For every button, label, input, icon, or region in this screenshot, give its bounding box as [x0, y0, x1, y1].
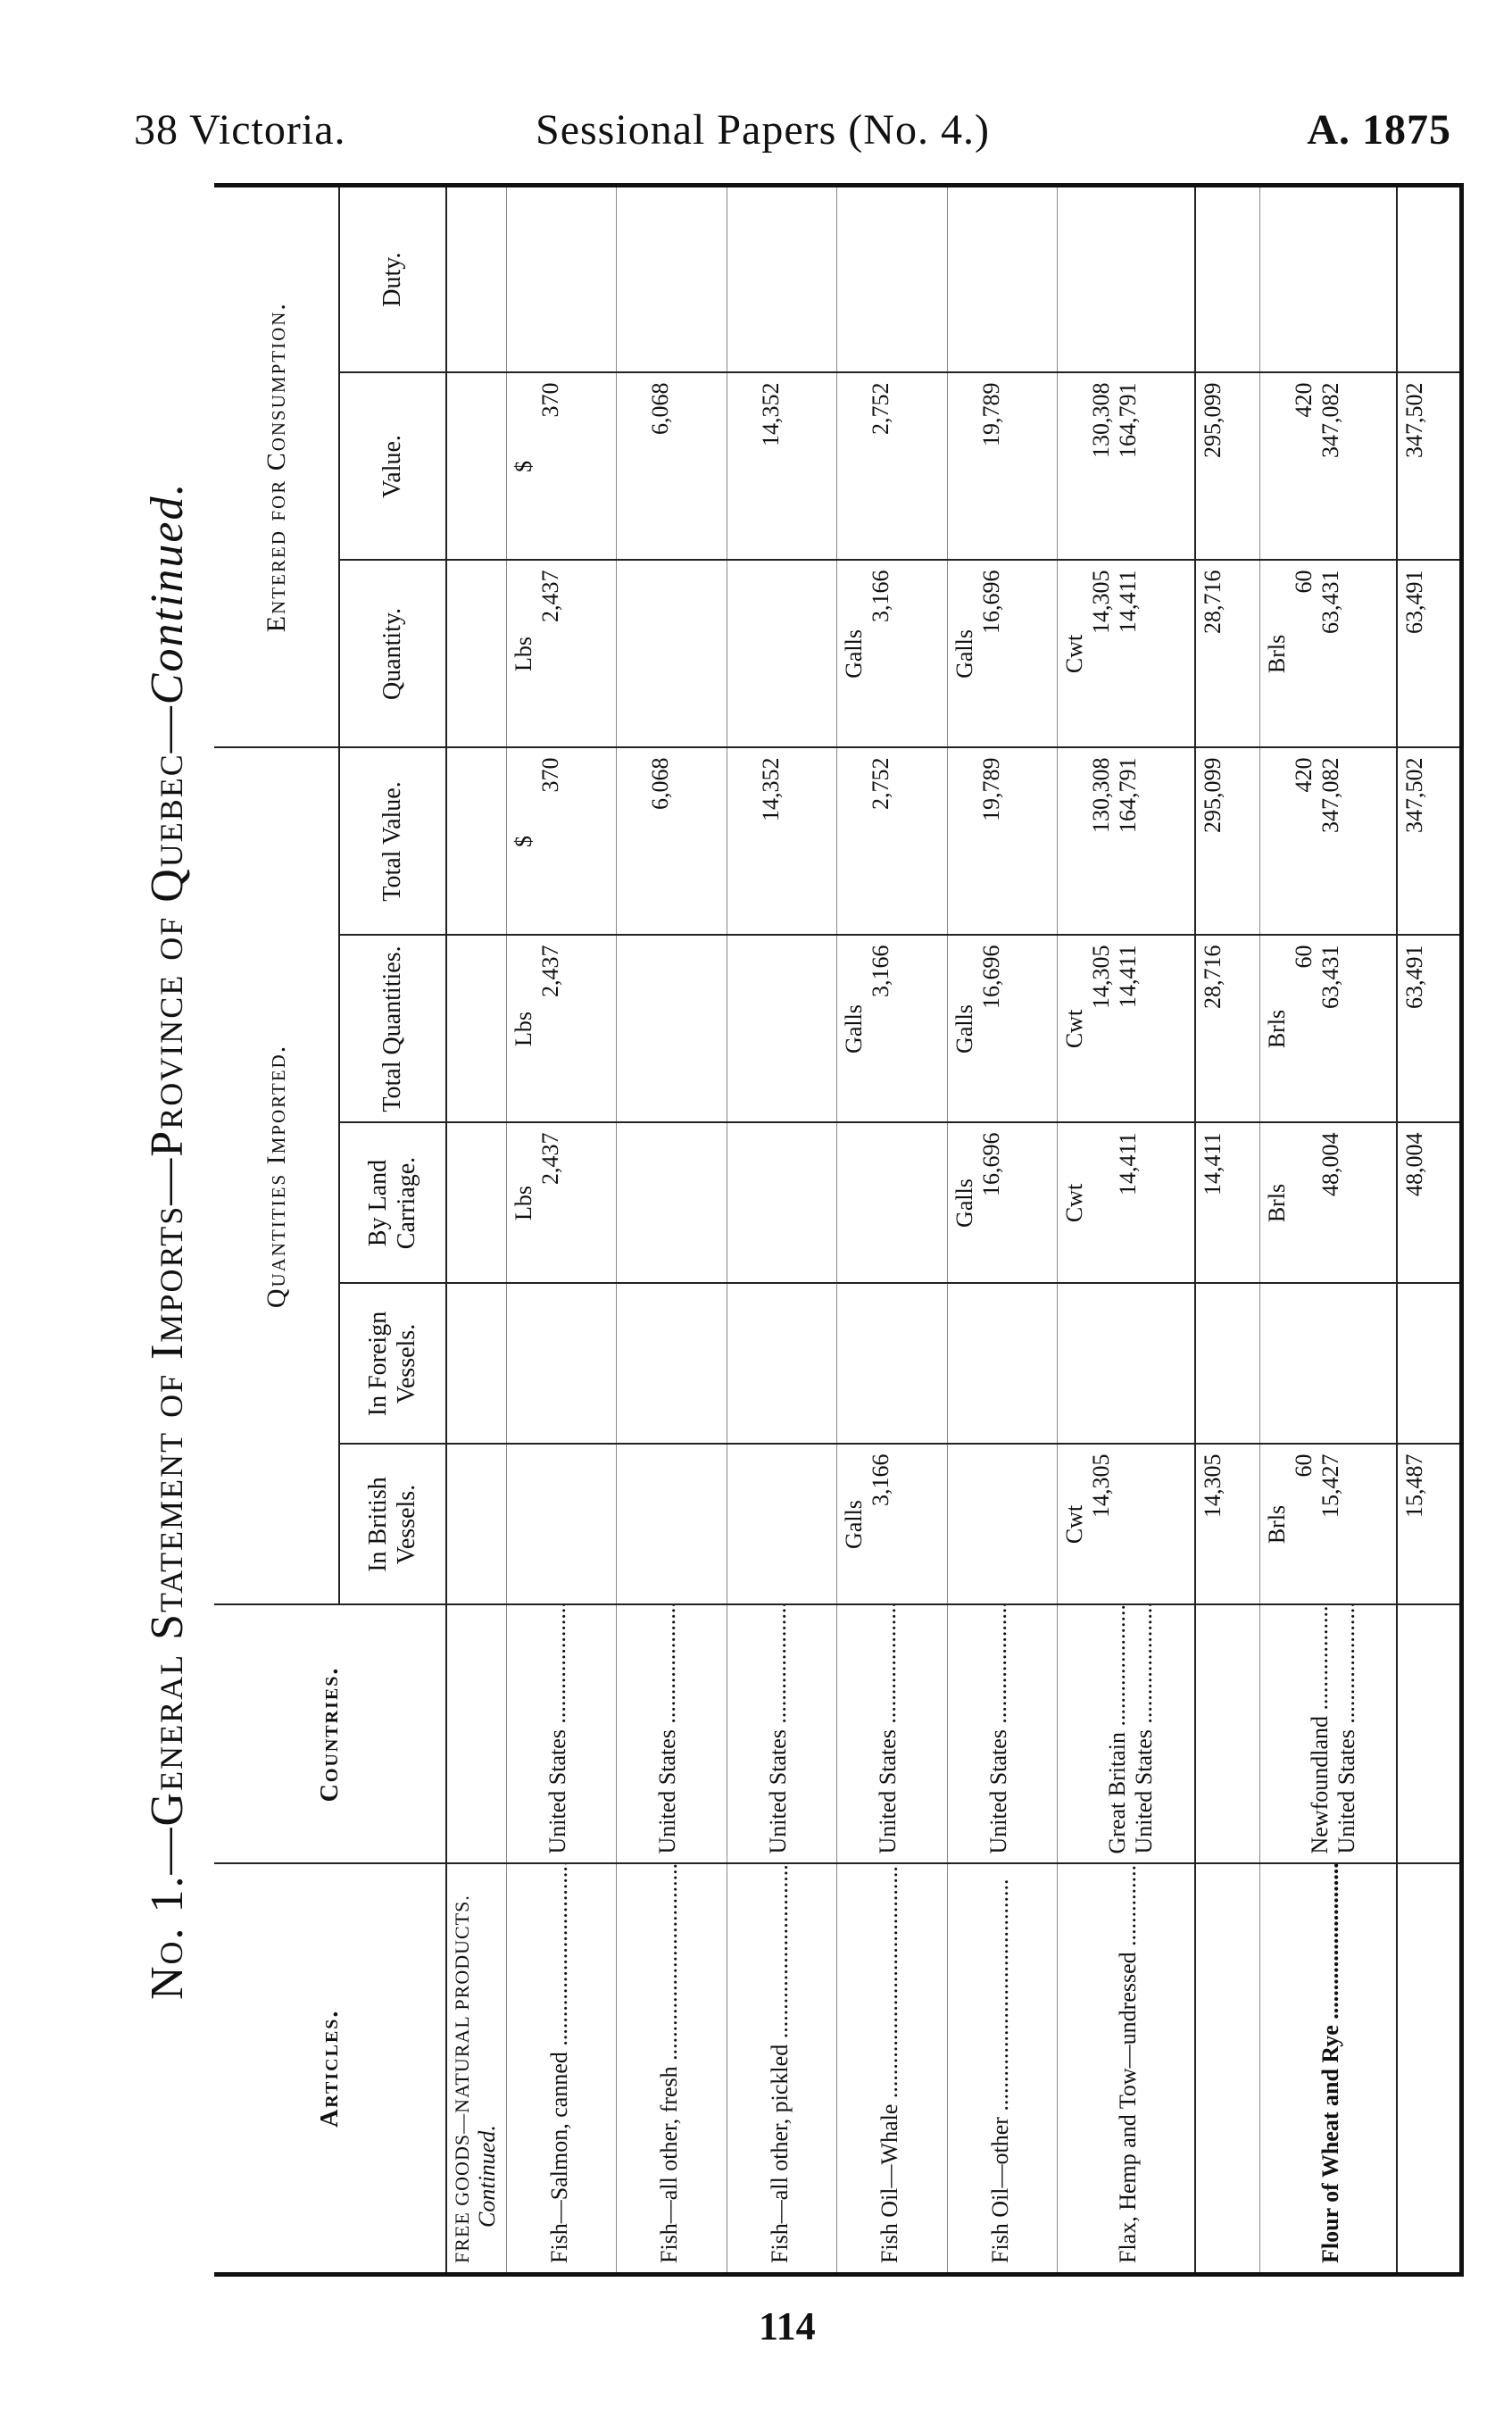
country-cell: United States ..... — [617, 1605, 727, 1864]
total-value-cell-value: 164,791 — [1115, 757, 1142, 833]
table-row — [1259, 185, 1397, 2274]
total-value-cell — [1195, 747, 1259, 935]
value-cell — [617, 372, 727, 560]
total-value-cell — [1397, 747, 1461, 935]
land-cell-value — [1088, 1133, 1115, 1274]
land-cell-value — [1291, 1133, 1317, 1274]
british-cell — [837, 1445, 947, 1605]
article-cell — [1195, 1864, 1259, 2275]
british-cell — [1058, 1445, 1195, 1605]
quantity-cell-value: 63,491 — [1401, 570, 1428, 634]
duty-cell — [727, 185, 836, 372]
country-cell: Newfoundland ..... United States ..... — [1259, 1605, 1397, 1864]
total-quantities-cell — [1195, 936, 1259, 1123]
value-cell — [1058, 372, 1195, 560]
article-cell: Fish—all other, pickled ..... — [727, 1864, 836, 2275]
british-cell — [617, 1445, 727, 1605]
total-quantities-cell-unit: Galls — [951, 1004, 977, 1054]
title-main: No. 1.—General Statement of Imports—Province of Quebec— — [142, 704, 193, 2000]
section-heading: FREE GOODS—NATURAL PRODUCTS. Continued. — [446, 1864, 506, 2275]
land-cell-unit: Galls — [951, 1179, 977, 1228]
col-group-imported: Quantities Imported. — [214, 747, 339, 1604]
total-value-cell-value: 370 — [536, 757, 563, 793]
total-value-cell — [617, 747, 727, 935]
total-value-cell-value: 6,068 — [647, 757, 674, 810]
value-cell — [727, 372, 836, 560]
total-quantities-cell-value: 14,411 — [1115, 945, 1142, 1009]
total-quantities-cell-value: 60 — [1290, 945, 1317, 969]
duty-cell — [1195, 185, 1259, 372]
table-row — [1058, 185, 1195, 2274]
page-number: 114 — [759, 2304, 816, 2348]
total-quantities-cell-value: 14,305 — [1088, 945, 1115, 1009]
foreign-cell — [947, 1284, 1057, 1445]
total-value-cell-unit: $ — [510, 835, 536, 847]
value-cell-value: 14,352 — [757, 382, 784, 446]
british-cell-unit: Brls — [1263, 1504, 1290, 1545]
land-cell-unit: Lbs — [510, 1186, 536, 1220]
british-cell — [506, 1445, 616, 1605]
article-cell: Flour of Wheat and Rye ..... — [1259, 1864, 1397, 2275]
value-cell — [1259, 372, 1397, 560]
total-quantities-cell-value: 2,437 — [536, 945, 563, 997]
article-cell: Fish Oil—Whale ..... — [837, 1864, 947, 2275]
title-continued: Continued. — [142, 481, 193, 705]
total-quantities-cell — [727, 936, 836, 1123]
british-cell-unit: Cwt — [1061, 1504, 1088, 1545]
header-year: A. 1875 — [1307, 106, 1451, 154]
total-quantities-cell-value: 28,716 — [1200, 945, 1226, 1009]
article-cell — [1397, 1864, 1461, 2275]
british-cell — [1259, 1445, 1397, 1605]
article-cell: Fish—all other, fresh ..... — [617, 1864, 727, 2275]
foreign-cell — [837, 1284, 947, 1445]
quantity-cell-unit: Galls — [841, 629, 868, 679]
total-quantities-cell — [947, 936, 1057, 1123]
quantity-cell-value: 28,716 — [1200, 570, 1226, 634]
quantity-cell — [506, 560, 616, 747]
total-value-cell-value: 420 — [1290, 757, 1317, 793]
total-value-cell-value: 295,099 — [1200, 757, 1226, 833]
quantity-cell-unit: Brls — [1263, 634, 1290, 674]
land-cell — [1259, 1123, 1397, 1284]
foreign-cell — [727, 1284, 836, 1445]
land-cell-value: 2,437 — [536, 1132, 563, 1185]
quantity-cell — [1195, 560, 1259, 747]
foreign-cell — [1397, 1284, 1461, 1445]
total-quantities-cell-value: 63,431 — [1317, 945, 1343, 1009]
imports-table — [214, 183, 1464, 2277]
value-cell-unit: $ — [510, 460, 536, 472]
duty-cell — [837, 185, 947, 372]
article-cell: Fish—Salmon, canned ..... — [506, 1864, 616, 2275]
imports-table-body — [446, 185, 1462, 2274]
total-row — [1397, 185, 1461, 2274]
col-total-value: Total Value. — [339, 747, 446, 935]
british-cell-value: 15,427 — [1317, 1453, 1343, 1518]
country-cell: United States ..... — [727, 1605, 836, 1864]
value-cell-value: 6,068 — [647, 382, 674, 435]
col-value: Value. — [339, 372, 446, 560]
col-group-entered: Entered for Consumption. — [214, 185, 339, 747]
land-cell-value: 16,696 — [977, 1132, 1004, 1196]
value-cell — [506, 372, 616, 560]
land-cell — [1397, 1123, 1461, 1284]
total-quantities-cell — [1397, 936, 1461, 1123]
british-cell-value: 60 — [1290, 1453, 1317, 1478]
quantity-cell-value: 60 — [1290, 570, 1317, 594]
table-row — [506, 185, 616, 2274]
british-cell — [727, 1445, 836, 1605]
value-cell — [947, 372, 1057, 560]
land-cell-value: 14,411 — [1200, 1132, 1226, 1196]
foreign-cell — [506, 1284, 616, 1445]
quantity-cell — [1259, 560, 1397, 747]
foreign-cell — [1259, 1284, 1397, 1445]
total-value-cell — [1259, 747, 1397, 935]
col-duty: Duty. — [339, 185, 446, 372]
table-row — [727, 185, 836, 2274]
page-title-block — [141, 429, 204, 2000]
value-cell-value: 19,789 — [977, 382, 1004, 446]
quantity-cell-value: 2,437 — [536, 570, 563, 622]
duty-cell — [506, 185, 616, 372]
value-cell-value: 295,099 — [1200, 382, 1226, 458]
quantity-cell — [837, 560, 947, 747]
total-value-cell-value: 19,789 — [977, 757, 1004, 821]
total-value-cell — [506, 747, 616, 935]
col-british: In British Vessels. — [339, 1445, 446, 1605]
total-value-cell-value: 14,352 — [757, 757, 784, 821]
quantity-cell-value: 63,431 — [1317, 570, 1343, 634]
british-cell — [1397, 1445, 1461, 1605]
total-quantities-cell — [617, 936, 727, 1123]
value-cell-value: 420 — [1290, 382, 1317, 418]
total-quantities-cell-value: 63,491 — [1401, 945, 1428, 1009]
british-cell-value: 14,305 — [1200, 1453, 1226, 1518]
col-total-quantities: Total Quantities. — [339, 936, 446, 1123]
article-cell: Fish Oil—other ..... — [947, 1864, 1057, 2275]
quantity-cell-value: 3,166 — [868, 570, 894, 622]
quantity-cell — [947, 560, 1057, 747]
total-value-cell — [1058, 747, 1195, 935]
british-cell-value: 14,305 — [1088, 1453, 1115, 1518]
total-row — [1195, 185, 1259, 2274]
quantity-cell-unit: Cwt — [1061, 634, 1088, 674]
col-quantity: Quantity. — [339, 560, 446, 747]
value-cell-value: 2,752 — [868, 382, 894, 435]
table-row — [947, 185, 1057, 2274]
foreign-cell — [617, 1284, 727, 1445]
british-cell — [1195, 1445, 1259, 1605]
total-value-cell — [837, 747, 947, 935]
land-cell — [1195, 1123, 1259, 1284]
country-cell: Great Britain ..... United States ..... — [1058, 1605, 1195, 1864]
british-cell-value: 15,487 — [1401, 1453, 1428, 1518]
value-cell-value: 370 — [536, 382, 563, 418]
country-cell — [1195, 1605, 1259, 1864]
table-row — [617, 185, 727, 2274]
total-value-cell — [727, 747, 836, 935]
total-quantities-cell — [1259, 936, 1397, 1123]
total-value-cell-value: 2,752 — [868, 757, 894, 810]
col-articles: Articles. — [214, 1864, 446, 2275]
total-quantities-cell-unit: Galls — [841, 1004, 868, 1054]
value-cell — [1397, 372, 1461, 560]
quantity-cell-unit: Lbs — [510, 636, 536, 671]
foreign-cell — [1058, 1284, 1195, 1445]
section-row — [446, 185, 506, 2274]
header-session: 38 Victoria. — [134, 106, 346, 154]
land-cell-unit: Brls — [1263, 1183, 1290, 1223]
land-cell-unit: Cwt — [1061, 1183, 1088, 1223]
value-cell — [837, 372, 947, 560]
land-cell — [727, 1123, 836, 1284]
quantity-cell-value: 14,411 — [1115, 570, 1142, 633]
country-cell: United States ..... — [947, 1605, 1057, 1864]
land-cell — [837, 1123, 947, 1284]
quantity-cell-value: 16,696 — [977, 570, 1004, 634]
imports-table-rotated — [214, 187, 1464, 2277]
total-quantities-cell-unit: Lbs — [510, 1012, 536, 1046]
quantity-cell — [617, 560, 727, 747]
header-papers: Sessional Papers (No. 4.) — [536, 106, 990, 154]
total-quantities-cell-value: 3,166 — [868, 945, 894, 997]
duty-cell — [617, 185, 727, 372]
total-quantities-cell-value: 16,696 — [977, 945, 1004, 1009]
quantity-cell-unit: Galls — [951, 629, 977, 679]
total-quantities-cell — [1058, 936, 1195, 1123]
total-quantities-cell-unit: Brls — [1263, 1009, 1290, 1049]
land-cell-value: 48,004 — [1401, 1132, 1428, 1196]
article-cell: Flax, Hemp and Tow—undressed ..... — [1058, 1864, 1195, 2275]
total-value-cell-value: 130,308 — [1088, 757, 1115, 833]
land-cell — [617, 1123, 727, 1284]
total-quantities-cell — [837, 936, 947, 1123]
british-cell — [947, 1445, 1057, 1605]
land-cell — [506, 1123, 616, 1284]
duty-cell — [1259, 185, 1397, 372]
british-cell-unit: Galls — [841, 1500, 868, 1549]
country-cell — [1397, 1605, 1461, 1864]
british-cell-value — [1115, 1454, 1142, 1595]
page-title — [141, 429, 194, 2000]
land-cell-value: 14,411 — [1115, 1132, 1142, 1196]
quantity-cell-value: 14,305 — [1088, 570, 1115, 634]
value-cell — [1195, 372, 1259, 560]
quantity-cell — [1058, 560, 1195, 747]
col-countries: Countries. — [214, 1605, 446, 1864]
british-cell-value: 3,166 — [868, 1453, 894, 1506]
land-cell — [947, 1123, 1057, 1284]
duty-cell — [1397, 185, 1461, 372]
quantity-cell — [727, 560, 836, 747]
total-value-cell-value: 347,502 — [1401, 757, 1428, 833]
value-cell-value: 164,791 — [1115, 382, 1142, 458]
country-cell: United States ..... — [506, 1605, 616, 1864]
country-cell: United States ..... — [837, 1605, 947, 1864]
col-foreign: In Foreign Vessels. — [339, 1284, 446, 1445]
land-cell — [1058, 1123, 1195, 1284]
col-land: By Land Carriage. — [339, 1123, 446, 1284]
value-cell-value: 347,082 — [1317, 382, 1343, 458]
total-value-cell — [947, 747, 1057, 935]
value-cell-value: 347,502 — [1401, 382, 1428, 458]
duty-cell — [947, 185, 1057, 372]
quantity-cell — [1397, 560, 1461, 747]
total-quantities-cell — [506, 936, 616, 1123]
table-row — [837, 185, 947, 2274]
total-value-cell-value: 347,082 — [1317, 757, 1343, 833]
duty-cell — [1058, 185, 1195, 372]
value-cell-value: 130,308 — [1088, 382, 1115, 458]
total-quantities-cell-unit: Cwt — [1061, 1009, 1088, 1049]
foreign-cell — [1195, 1284, 1259, 1445]
land-cell-value: 48,004 — [1317, 1132, 1343, 1196]
